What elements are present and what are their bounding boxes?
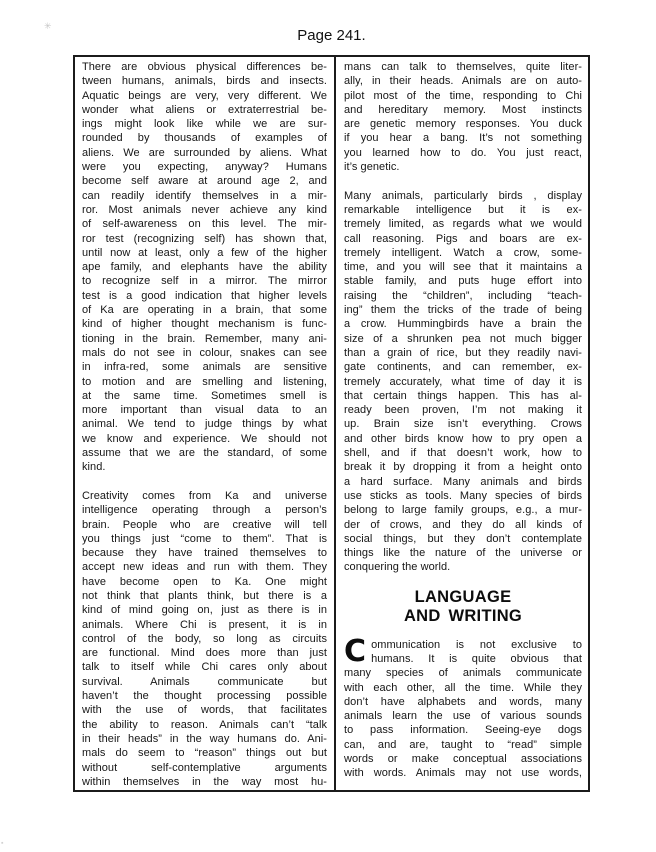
text-line: of Ka are operating in a brain, that some — [82, 304, 327, 317]
text-line: tremely accurately, what time of day it is — [344, 375, 582, 388]
text-line: ommunication is not exclusive to — [371, 638, 582, 651]
text-line: call reasoning. Pigs and boars are ex- — [344, 232, 582, 245]
right-column — [334, 57, 588, 790]
text-line: can, and are, taught to “read” simple — [344, 738, 582, 751]
text-line: than a grain of rice, but they readily navi- — [344, 346, 582, 359]
text-line: assume that we are the standard, of some — [82, 447, 327, 460]
paragraph — [82, 60, 327, 475]
text-line: kind of mind going on, just as there is in — [82, 604, 327, 617]
text-line: accept new ideas and run with them. They — [82, 561, 327, 574]
text-line: tremely intelligent. Watch a crow, some- — [344, 246, 582, 259]
text-line: without self-contemplative arguments — [82, 761, 327, 774]
text-line: use sticks as tools. Many species of birds — [344, 489, 582, 502]
text-line: to motion and are smelling and listening, — [82, 375, 327, 388]
paragraph — [82, 489, 327, 789]
text-line: to recognize self in a mirror. The mirror — [82, 275, 327, 288]
text-line: within themselves in the way most hu- — [82, 775, 327, 788]
text-line: you things just “come to them”. That is — [82, 532, 327, 545]
text-line: intelligence operating through a person’s — [82, 504, 327, 517]
paragraph — [344, 633, 582, 781]
text-line: gate continents, and can remember, ex- — [344, 361, 582, 374]
text-line: the ability to reason. Animals can’t “talk — [82, 718, 327, 731]
text-line: break it by dropping it from a height onto — [344, 461, 582, 474]
text-line: stable family, and puts huge effort into — [344, 275, 582, 288]
text-line: you learned how to do. You just react, — [344, 146, 582, 159]
text-line: have become open to Ka. One might — [82, 575, 327, 588]
text-line: were you expecting, anyway? Humans — [82, 161, 327, 174]
text-line: conquering the world. — [344, 561, 451, 574]
text-line: of self-awareness on this level. The mir- — [82, 218, 327, 231]
heading-line: LANGUAGE — [414, 587, 512, 606]
text-line: brain. People who are creative will tell — [82, 518, 327, 531]
text-line: with the use of words, that facilitates — [82, 704, 327, 717]
text-line: ready been proven, I’m not making it — [344, 404, 582, 417]
text-line: a crow. Hummingbirds have a brain the — [344, 318, 582, 331]
text-line: aliens. We are surrounded by aliens. What — [82, 146, 327, 159]
text-line: a hard surface. Many animals and birds — [344, 475, 582, 488]
text-line: humans. It is quite obvious that — [371, 652, 582, 665]
text-line: ror. Most animals never achieve any kind — [82, 203, 327, 216]
section-heading — [344, 588, 582, 627]
text-line: with words. Animals may not use words, — [344, 767, 582, 780]
text-line: mals do not see in colour, snakes can see — [82, 346, 327, 359]
text-line: things like the nature of the universe or — [344, 547, 582, 560]
text-line: in infra-red, some animals are sensitive — [82, 361, 327, 374]
text-line: because they have trained themselves to — [82, 547, 327, 560]
text-line: survival. Animals communicate but — [82, 675, 327, 688]
text-line: rounded by thousands of examples of — [82, 132, 327, 145]
text-line: There are obvious physical differences be- — [82, 61, 327, 73]
left-column — [75, 57, 334, 790]
text-line: are functional. Mind does more than just — [82, 647, 327, 660]
text-line: animal. We tend to judge things by what — [82, 418, 327, 431]
text-line: wonder what aliens or extraterrestrial be- — [82, 103, 327, 116]
paragraph — [344, 189, 582, 575]
text-line: to pass information. Seeing-eye dogs — [344, 724, 582, 737]
text-line: we know and experience. We should not — [82, 432, 327, 445]
text-line: shell, and if that doesn’t work, how to — [344, 447, 582, 460]
text-line: talk to itself while Chi cares only about — [82, 661, 327, 674]
text-line: and hereditary memory. Most instincts — [344, 103, 582, 116]
text-line: become self aware at around age 2, and — [82, 175, 327, 188]
text-line: until now at least, only a few of the higher — [82, 246, 327, 259]
page-number-header: Page 241. — [297, 27, 366, 44]
text-line: and other birds know how to pry open a — [344, 432, 582, 445]
text-line: are genetic memory responses. You duck — [344, 118, 582, 131]
text-line: mans can talk to themselves, quite liter- — [344, 61, 582, 73]
text-line: mals do seem to “reason” things out but — [82, 747, 327, 760]
paragraph — [344, 60, 582, 174]
text-line: many species of animals communicate — [344, 667, 582, 680]
text-line: at the same time. Sometimes smell is — [82, 389, 327, 402]
text-line: that certain things happen. This has al- — [344, 389, 582, 402]
text-line: Many animals, particularly birds , display — [344, 189, 582, 202]
text-line: belong to large family groups, e.g., a mur- — [344, 504, 582, 517]
text-line: social things, but they don’t contemplate — [344, 532, 582, 545]
text-line: in their heads” in the way humans do. Ani- — [82, 732, 327, 745]
text-line: it’s genetic. — [344, 161, 400, 174]
text-line: ing” them the tricks of the trade of being — [344, 304, 582, 317]
text-line: can readily identify themselves in a mir- — [82, 189, 327, 202]
text-line: haven’t the thought processing possible — [82, 690, 327, 703]
text-line: control of the body, so long as circuits — [82, 632, 327, 645]
text-line: words or make conceptual associations — [344, 753, 582, 766]
text-line: ally, in their heads. Animals are on auto- — [344, 75, 582, 88]
text-line: not think that plants think, but there is a — [82, 589, 327, 602]
text-box — [73, 55, 590, 792]
text-line: time, and you will see that it maintains a — [344, 261, 582, 274]
text-line: don’t have alphabets and words, many — [344, 695, 582, 708]
text-line: raising the “children”, including “teach- — [344, 289, 582, 302]
text-line: tween humans, animals, birds and insects. — [82, 75, 327, 88]
text-line: with each other, all the time. While they — [344, 681, 582, 694]
text-line: animals. Where Chi is present, it is in — [82, 618, 327, 631]
text-line: ings might look like while we are sur- — [82, 118, 327, 131]
text-line: Aquatic beings are very, very different. We — [82, 89, 327, 102]
text-line: up. Brain size isn’t everything. Crows — [344, 418, 582, 431]
text-line: pilot most of the time, responding to Chi — [344, 89, 582, 102]
text-line: animals learn the use of various sounds — [344, 710, 582, 723]
text-line: tremely limited, as regards what we would — [344, 218, 582, 231]
text-line: kind of higher thought mechanism is func- — [82, 318, 327, 331]
text-line: test is a good indication that higher levels — [82, 289, 327, 302]
heading-line: AND WRITING — [403, 607, 523, 626]
text-line: der of crows, and they do all kinds of — [344, 518, 582, 531]
text-line: size of a shrunken pea not much bigger — [344, 332, 582, 345]
scan-artifact: ▪ — [1, 840, 4, 847]
text-line: Creativity comes from Ka and universe — [82, 489, 327, 502]
text-line: ror test (recognizing self) has shown that, — [82, 232, 327, 245]
text-line: remarkable intelligence but it is ex- — [344, 203, 582, 216]
text-line: if you hear a bang. It’s not something — [344, 132, 582, 145]
scan-artifact: ✳ — [44, 21, 52, 31]
text-line: kind. — [82, 461, 106, 474]
text-line: tioning in the brain. Remember, many ani- — [82, 332, 327, 345]
text-line: ape family, and elephants have the ability — [82, 261, 327, 274]
text-line: more important than visual data to an — [82, 404, 327, 417]
drop-cap: C — [344, 633, 367, 669]
